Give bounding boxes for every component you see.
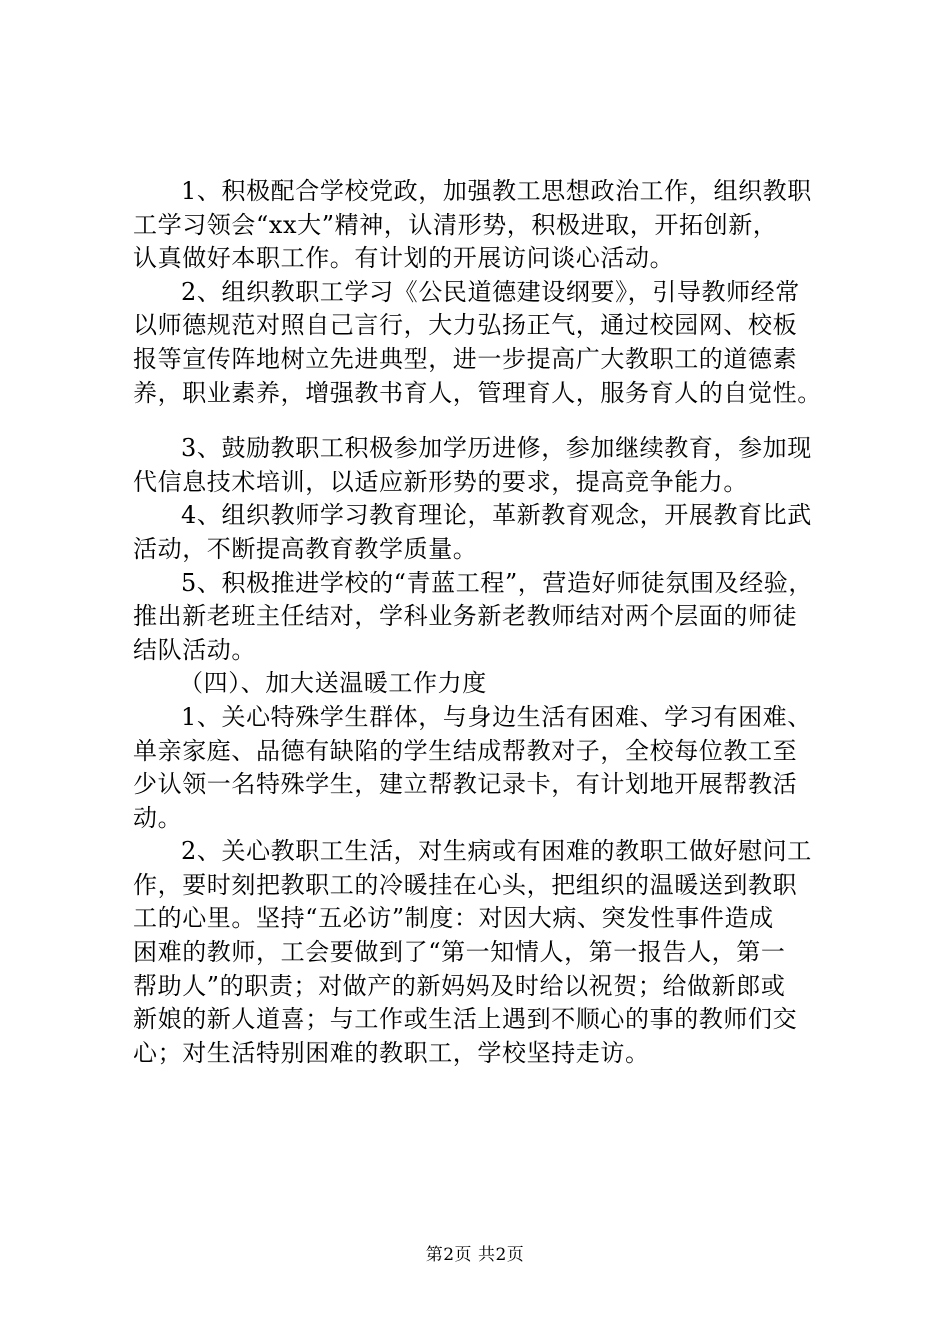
paragraph-5-line-2: 推出新老班主任结对，学科业务新老教师结对两个层面的师徒 bbox=[133, 602, 798, 631]
paragraph-2-line-2: 以师德规范对照自己言行，大力弘扬正气，通过校园网、校板 bbox=[133, 311, 798, 340]
paragraph-6-line-2: 单亲家庭、品德有缺陷的学生结成帮教对子，全校每位教工至 bbox=[133, 736, 798, 765]
paragraph-2-line-3: 报等宣传阵地树立先进典型，进一步提高广大教职工的道德素 bbox=[133, 344, 798, 373]
paragraph-2-line-4: 养，职业素养，增强教书育人，管理育人，服务育人的自觉性。 bbox=[133, 378, 822, 407]
paragraph-6-line-4: 动。 bbox=[133, 803, 183, 832]
section-heading: （四）、加大送温暖工作力度 bbox=[179, 669, 487, 698]
paragraph-2-line-1: 2、组织教职工学习《公民道德建设纲要》，引导教师经常 bbox=[181, 277, 800, 306]
document-body bbox=[133, 175, 833, 1070]
paragraph-7-line-2: 作，要时刻把教职工的冷暖挂在心头，把组织的温暖送到教职 bbox=[133, 870, 798, 899]
paragraph-7-line-7: 心；对生活特别困难的教职工，学校坚持走访。 bbox=[133, 1038, 650, 1067]
paragraph-5-line-3: 结队活动。 bbox=[133, 635, 256, 664]
paragraph-4-line-1: 4、组织教师学习教育理论，革新教育观念，开展教育比武 bbox=[181, 501, 812, 530]
page-number-footer: 第2页 共2页 bbox=[425, 1245, 525, 1265]
paragraph-4-line-2: 活动，不断提高教育教学质量。 bbox=[133, 534, 478, 563]
paragraph-1-line-3: 认真做好本职工作。有计划的开展访问谈心活动。 bbox=[133, 244, 675, 273]
paragraph-7-line-5: 帮助人”的职责；对做产的新妈妈及时给以祝贺；给做新郎或 bbox=[133, 971, 786, 1000]
paragraph-spacer bbox=[133, 410, 833, 432]
paragraph-3-line-1: 3、鼓励教职工积极参加学历进修，参加继续教育，参加现 bbox=[181, 434, 812, 463]
paragraph-1-line-2: 工学习领会“xx大”精神，认清形势，积极进取，开拓创新， bbox=[133, 210, 778, 239]
paragraph-7-line-3: 工的心里。坚持“五必访”制度：对因大病、突发性事件造成 bbox=[133, 904, 774, 933]
paragraph-6-line-1: 1、关心特殊学生群体，与身边生活有困难、学习有困难、 bbox=[181, 702, 812, 731]
paragraph-3-line-2: 代信息技术培训，以适应新形势的要求，提高竞争能力。 bbox=[133, 467, 748, 496]
paragraph-7-line-1: 2、关心教职工生活，对生病或有困难的教职工做好慰问工 bbox=[181, 837, 812, 866]
paragraph-7-line-4: 困难的教师，工会要做到了“第一知情人，第一报告人，第一 bbox=[133, 938, 786, 967]
paragraph-7-line-6: 新娘的新人道喜；与工作或生活上遇到不顺心的事的教师们交 bbox=[133, 1005, 798, 1034]
paragraph-1-line-1: 1、积极配合学校党政，加强教工思想政治工作，组织教职 bbox=[181, 177, 812, 205]
paragraph-5-line-1: 5、积极推进学校的“青蓝工程”，营造好师徒氛围及经验， bbox=[181, 568, 814, 597]
paragraph-6-line-3: 少认领一名特殊学生，建立帮教记录卡，有计划地开展帮教活 bbox=[133, 770, 798, 799]
